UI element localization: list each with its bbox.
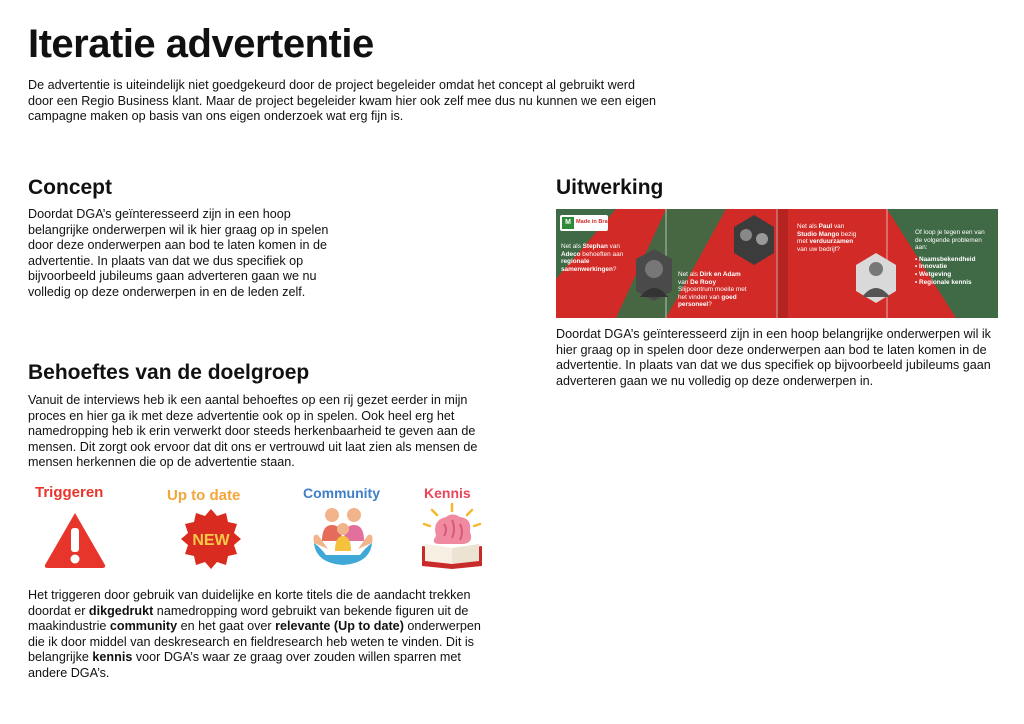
- concept-heading: Concept: [28, 176, 112, 199]
- behoeftes-text: Vanuit de interviews heb ik een aantal behoeftes op een rij gezet eerder in mijn proces en hier ga ik met deze advertentie ook op in spelen. Ook heel erg het namedropping heb ik erin verwerkt door steeds herkenbaarheid te geven aan de mensen. Dit zorgt ook ervoor dat dit ons er vertrouwd uit laat zien als mensen de mensen herkennen die op de advertentie staan.: [28, 393, 478, 470]
- banner-panel-4-text: [915, 229, 993, 286]
- advertisement-banner: [556, 209, 998, 318]
- made-in-brabant-logo: [560, 215, 620, 231]
- brain-book-icon: [418, 502, 486, 570]
- banner-panel-2-text: Net als Dirk en Adam van De Rooy Slijpcentrum moeite met het vinden van goed personeel?: [678, 271, 747, 309]
- icon-label-triggeren: Triggeren: [35, 484, 104, 501]
- emphasis-dikgedrukt: dikgedrukt: [88, 603, 154, 618]
- banner-panel-1-text: Net als Stephan van Adeco behoeften aan regionale samenwerkingen?: [561, 243, 624, 273]
- banner-list-item: • Wetgeving: [915, 270, 952, 278]
- behoeftes-heading: Behoeftes van de doelgroep: [28, 361, 310, 384]
- banner-list-item: • Naamsbekendheid: [915, 255, 976, 263]
- page-title: Iteratie advertentie: [28, 22, 374, 66]
- uitwerking-heading: Uitwerking: [556, 176, 664, 199]
- intro-text: De advertentie is uiteindelijk niet goedgekeurd door de project begeleider omdat het concept al gebruikt werd door een Regio Business klant. Maar de project begeleider kwam hier ook zelf mee dus nu kunnen we een eigen campagne maken op basis van ons eigen onderzoek wat erg fijn is.: [28, 78, 656, 124]
- new-badge-icon: [180, 508, 242, 570]
- emphasis-community: community: [109, 619, 178, 634]
- new-badge-text: NEW: [192, 532, 230, 549]
- icon-label-up-to-date: Up to date: [167, 487, 241, 504]
- icon-label-community: Community: [303, 485, 380, 501]
- banner-list-item: • Innovatie: [915, 263, 948, 271]
- banner-list-item: • Regionale kennis: [915, 278, 972, 286]
- closing-text: Het triggeren door gebruik van duidelijke en korte titels die de aandacht trekken doordat er dikgedrukt namedropping word gebruikt van bekende figuren uit de maakindustrie community en het gaat over relevante (Up to date) onderwerpen die ik door middel van deskresearch en fieldresearch heb weten te vinden. Dit is belangrijke kennis voor DGA’s waar ze graag over zouden willen sparren met andere DGA’s.: [28, 588, 481, 680]
- community-icon: [310, 503, 376, 569]
- logo-mark: M: [562, 217, 574, 229]
- banner-panel-4-intro: Of loop je tegen een van de volgende problemen aan:: [915, 229, 985, 252]
- emphasis-kennis: kennis: [92, 650, 133, 665]
- banner-panel-3-text: Net als Paul van Studio Mango bezig met verduurzamen van uw bedrijf?: [797, 223, 857, 253]
- emphasis-relevante: relevante (Up to date): [275, 619, 404, 634]
- uitwerking-text: Doordat DGA’s geïnteresseerd zijn in een hoop belangrijke onderwerpen wil ik hier graag op in spelen door deze onderwerpen aan bod te laten komen in de advertentie. In plaats van dat we dus specifiek op bijvoorbeeld jubileums gaan adverteren gaan we nu volledig op deze onderwerpen in.: [556, 327, 991, 388]
- icon-label-kennis: Kennis: [424, 485, 471, 501]
- logo-text: Made in Brabant: [576, 219, 620, 225]
- warning-icon: [42, 510, 108, 570]
- concept-text: Doordat DGA’s geïnteresseerd zijn in een hoop belangrijke onderwerpen wil ik hier graag op in spelen door deze onderwerpen aan bod te laten komen in de advertentie. In plaats van dat we dus specifiek op bijvoorbeeld jubileums gaan adverteren gaan we nu volledig op deze onderwerpen in en de leden zelf.: [28, 207, 329, 299]
